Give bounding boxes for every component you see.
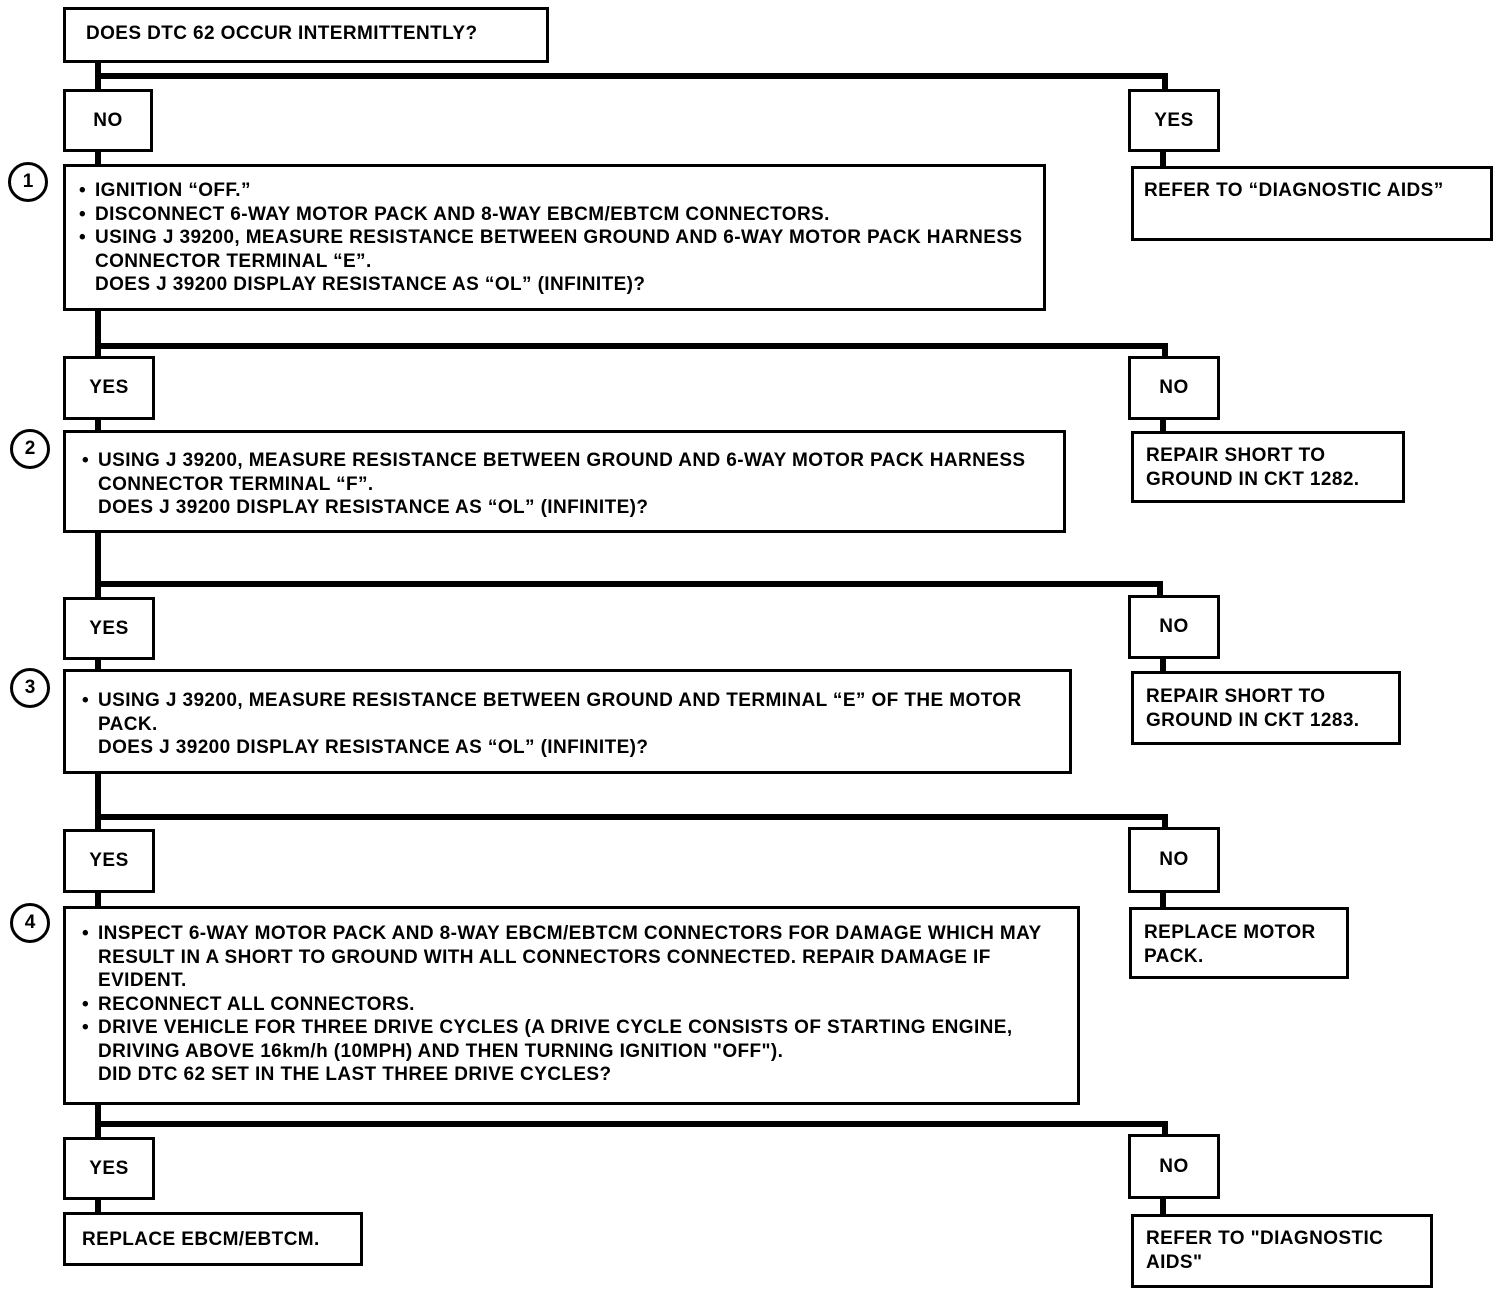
step-1-no-result xyxy=(1131,431,1405,503)
start-question-box xyxy=(63,7,549,63)
step-2-no-result xyxy=(1131,671,1401,745)
connector-start xyxy=(98,62,1165,90)
step-4-no-label: NO xyxy=(1128,1134,1220,1199)
step-3-no-result-text: REPLACE MOTOR PACK. xyxy=(1144,922,1316,967)
step-4-box xyxy=(63,906,1080,1105)
step-2-no-result-text: REPAIR SHORT TO GROUND IN CKT 1283. xyxy=(1146,686,1360,731)
step-4-bullet: • RECONNECT ALL CONNECTORS. xyxy=(82,993,1065,1017)
step-3-question: DOES J 39200 DISPLAY RESISTANCE AS “OL” (INFINITE)? xyxy=(98,737,649,758)
step-number-4: 4 xyxy=(10,903,50,943)
step-2-question: DOES J 39200 DISPLAY RESISTANCE AS “OL” (INFINITE)? xyxy=(98,497,649,518)
step-1-no-label: NO xyxy=(1128,356,1220,420)
step-1-question: DOES J 39200 DISPLAY RESISTANCE AS “OL” (INFINITE)? xyxy=(95,274,646,295)
step-3-no-label: NO xyxy=(1128,827,1220,893)
step-3-yes-label: YES xyxy=(63,829,155,893)
start-yes-label: YES xyxy=(1128,89,1220,152)
step-4-yes-result xyxy=(63,1212,363,1266)
step-2-bullet: • USING J 39200, MEASURE RESISTANCE BETWEEN GROUND AND 6-WAY MOTOR PACK HARNESS CONNECTOR TERMINAL “F”. xyxy=(82,449,1055,496)
step-4-question: DID DTC 62 SET IN THE LAST THREE DRIVE CYCLES? xyxy=(98,1064,612,1085)
step-number-3: 3 xyxy=(10,668,50,708)
step-3-bullet: • USING J 39200, MEASURE RESISTANCE BETWEEN GROUND AND TERMINAL “E” OF THE MOTOR PACK. xyxy=(82,689,1029,736)
step-number-2: 2 xyxy=(10,429,50,469)
step-4-yes-result-text: REPLACE EBCM/EBTCM. xyxy=(82,1229,320,1250)
start-no-label: NO xyxy=(63,89,153,152)
step-1-bullet: • DISCONNECT 6-WAY MOTOR PACK AND 8-WAY EBCM/EBTCM CONNECTORS. xyxy=(79,203,1035,227)
step-2-box xyxy=(63,430,1066,533)
step-4-yes-label: YES xyxy=(63,1137,155,1200)
step-1-box xyxy=(63,164,1046,311)
start-yes-result-text: REFER TO “DIAGNOSTIC AIDS” xyxy=(1144,180,1444,201)
connector-step1 xyxy=(98,310,1165,357)
step-4-bullet: • DRIVE VEHICLE FOR THREE DRIVE CYCLES (A DRIVE CYCLE CONSISTS OF STARTING ENGINE, DRIVING ABOVE 16km/h (10MPH) AND THEN TURNING IGNITION "OFF"). xyxy=(82,1016,1065,1063)
connector-step4 xyxy=(98,1103,1165,1138)
step-1-no-result-text: REPAIR SHORT TO GROUND IN CKT 1282. xyxy=(1146,445,1360,490)
step-4-bullet: • INSPECT 6-WAY MOTOR PACK AND 8-WAY EBCM/EBTCM CONNECTORS FOR DAMAGE WHICH MAY RESULT IN A SHORT TO GROUND WITH ALL CONNECTORS CONNECTED. REPAIR DAMAGE IF EVIDENT. xyxy=(82,922,1065,993)
step-1-bullet: • USING J 39200, MEASURE RESISTANCE BETWEEN GROUND AND 6-WAY MOTOR PACK HARNESS CONNECTOR TERMINAL “E”. xyxy=(79,226,1035,273)
step-1-bullet: • IGNITION “OFF.” xyxy=(79,179,1035,203)
step-2-yes-label: YES xyxy=(63,597,155,660)
step-4-no-result-text: REFER TO "DIAGNOSTIC AIDS" xyxy=(1146,1228,1384,1273)
start-yes-result xyxy=(1131,166,1493,241)
step-4-no-result xyxy=(1131,1214,1433,1288)
connector-step3 xyxy=(98,772,1165,830)
step-3-box xyxy=(63,669,1072,774)
start-question: DOES DTC 62 OCCUR INTERMITTENTLY? xyxy=(86,23,478,44)
connector-step2 xyxy=(98,531,1160,598)
step-1-yes-label: YES xyxy=(63,356,155,420)
step-3-no-result xyxy=(1129,907,1349,979)
step-number-1: 1 xyxy=(8,162,48,202)
step-2-no-label: NO xyxy=(1128,595,1220,659)
